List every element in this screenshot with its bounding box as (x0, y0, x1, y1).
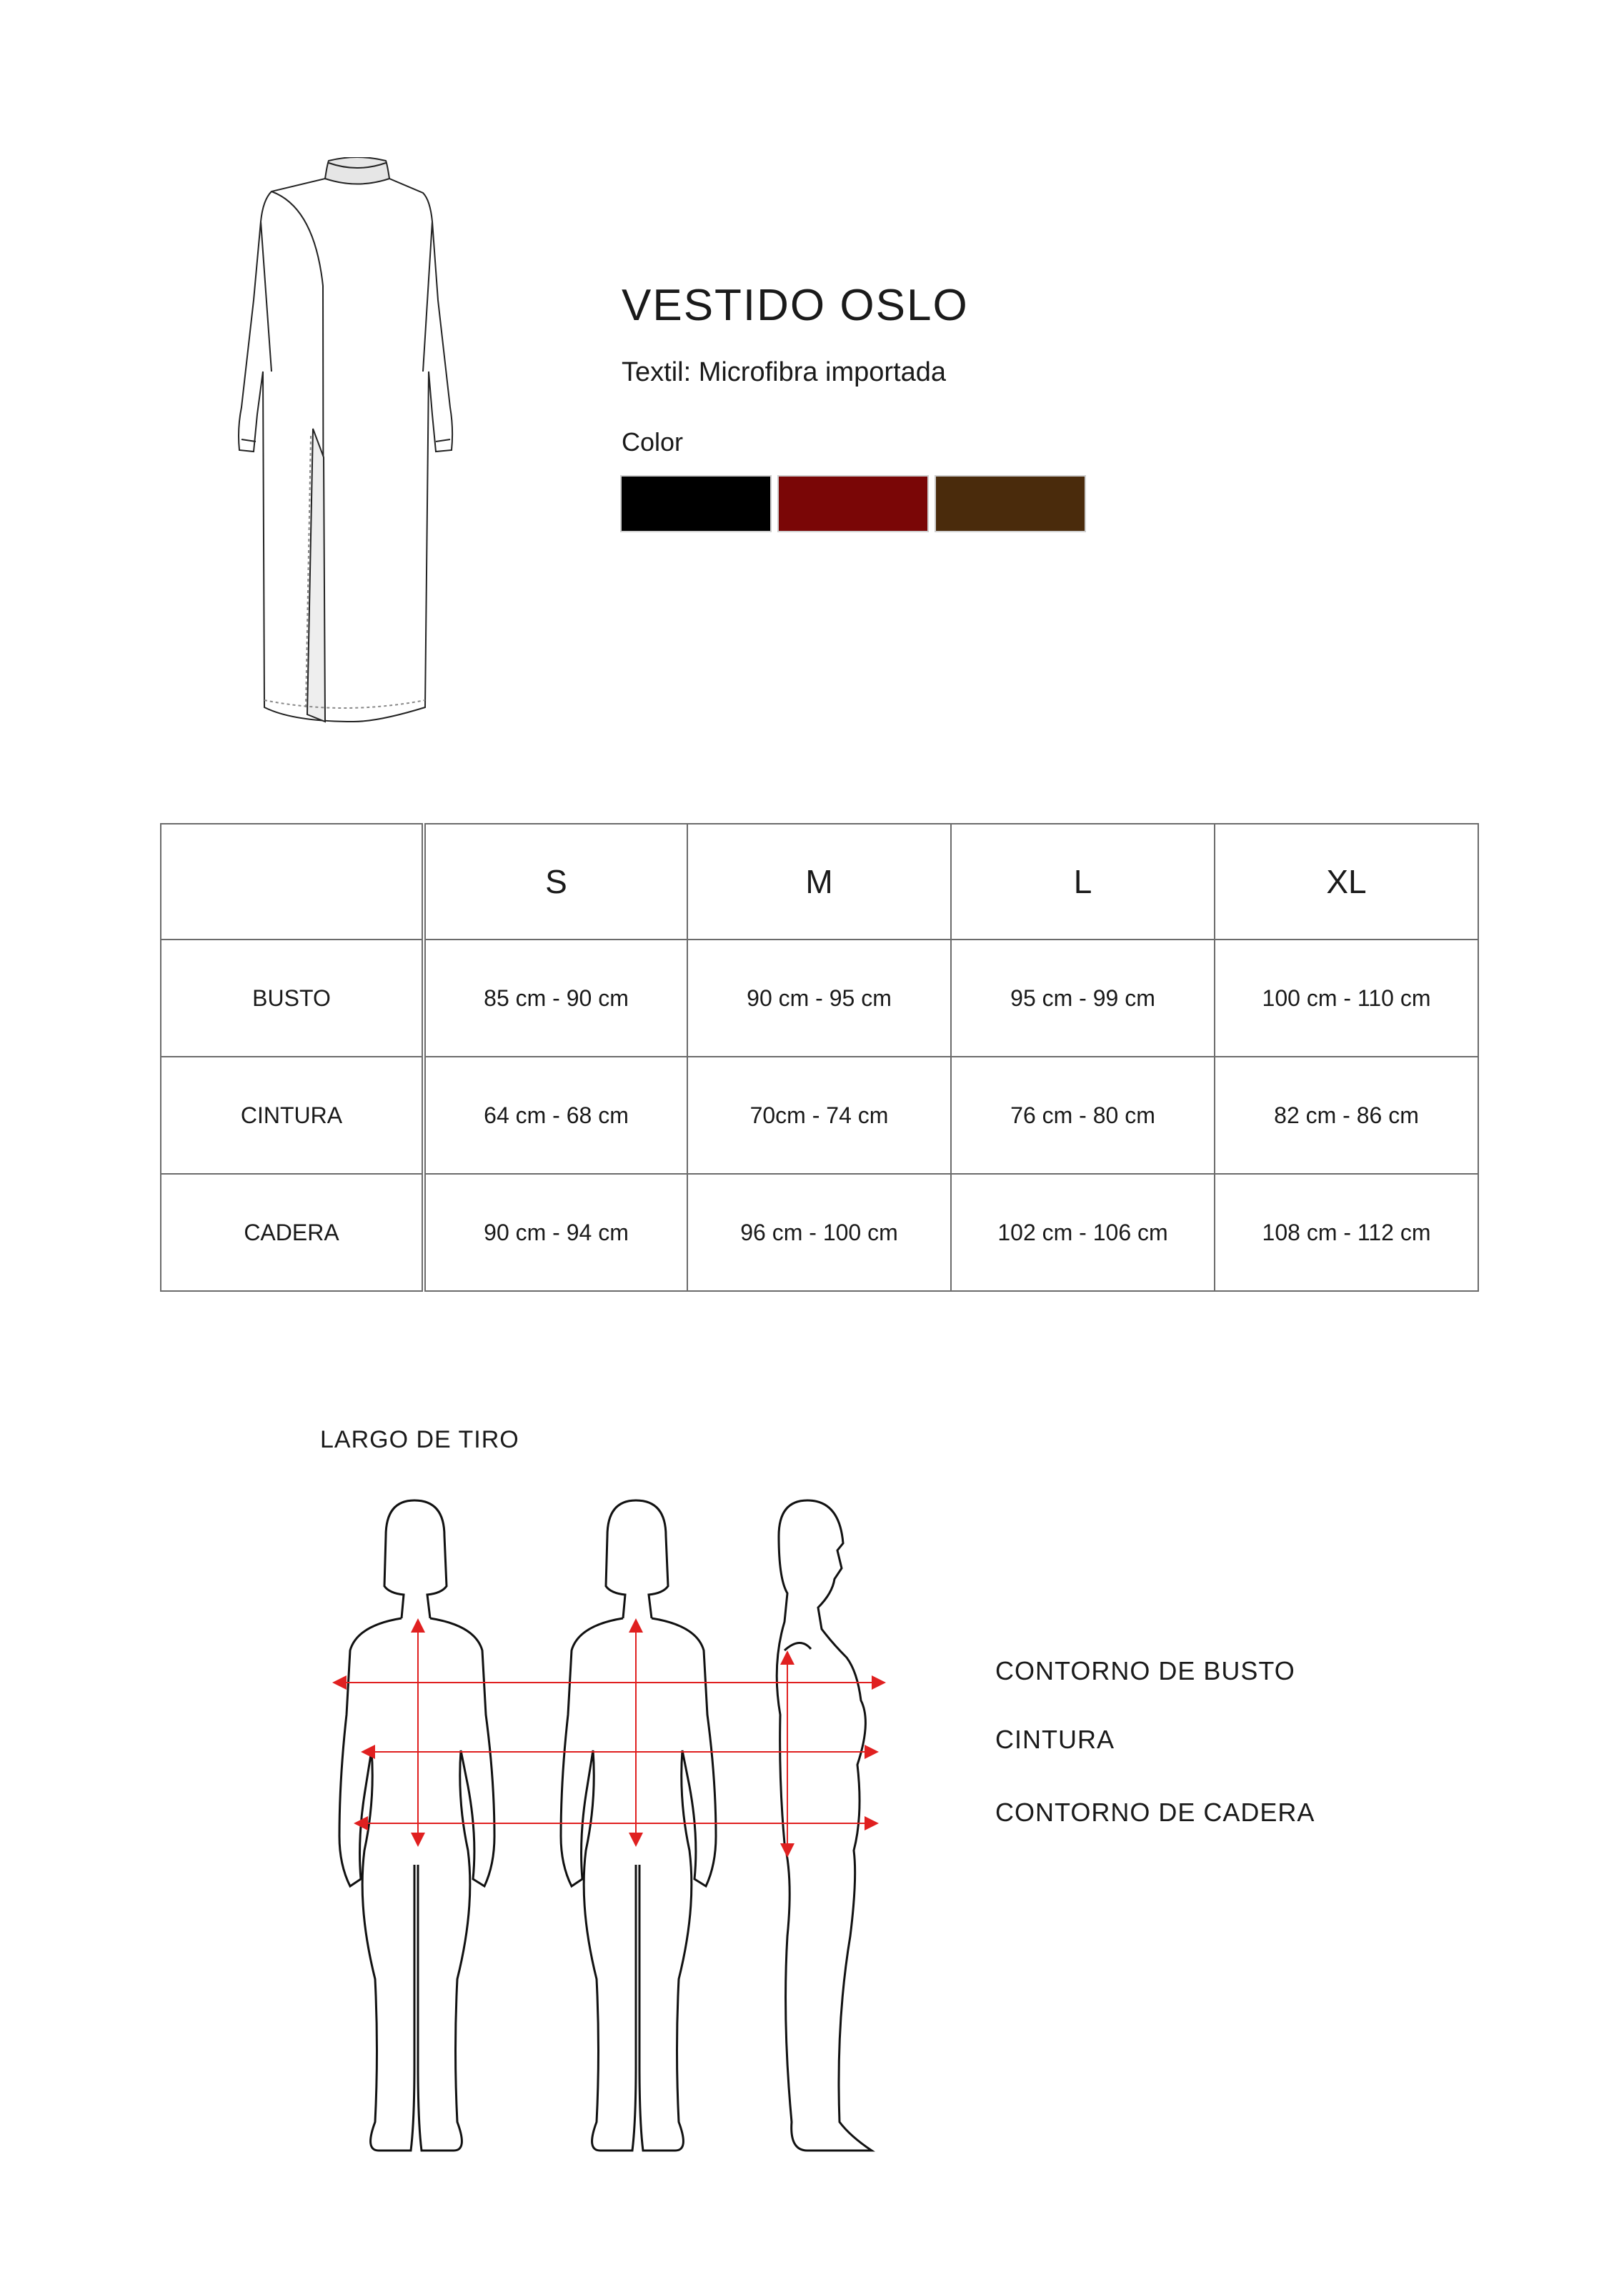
table-cell: 108 cm - 112 cm (1215, 1174, 1478, 1291)
table-cell: 90 cm - 94 cm (424, 1174, 687, 1291)
table-cell: 95 cm - 99 cm (951, 940, 1215, 1057)
table-cell: 76 cm - 80 cm (951, 1057, 1215, 1174)
header-cell-s: S (424, 824, 687, 940)
header-cell-empty (161, 824, 424, 940)
figure-front (561, 1500, 716, 2151)
figure-side (777, 1500, 872, 2151)
color-label: Color (622, 427, 684, 457)
figure-back (339, 1500, 494, 2151)
largo-de-tiro-label: LARGO DE TIRO (320, 1426, 519, 1453)
brown-swatch[interactable] (935, 475, 1086, 532)
row-label-cadera: CADERA (161, 1174, 424, 1291)
table-row (161, 1174, 1478, 1291)
table-cell: 102 cm - 106 cm (951, 1174, 1215, 1291)
row-label-cintura: CINTURA (161, 1057, 424, 1174)
table-cell: 100 cm - 110 cm (1215, 940, 1478, 1057)
dress-illustration (236, 157, 479, 743)
burgundy-swatch[interactable] (777, 475, 929, 532)
table-cell: 64 cm - 68 cm (424, 1057, 687, 1174)
table-header-row (161, 824, 1478, 940)
black-swatch[interactable] (620, 475, 772, 532)
table-cell: 70cm - 74 cm (687, 1057, 951, 1174)
table-row (161, 1057, 1478, 1174)
body-measurement-illustration (307, 1479, 950, 2193)
table-row (161, 940, 1478, 1057)
table-cell: 82 cm - 86 cm (1215, 1057, 1478, 1174)
size-table (160, 823, 1479, 1292)
textile-info: Textil: Microfibra importada (622, 357, 947, 387)
table-cell: 90 cm - 95 cm (687, 940, 951, 1057)
table-cell: 96 cm - 100 cm (687, 1174, 951, 1291)
measure-label-busto: CONTORNO DE BUSTO (995, 1656, 1295, 1685)
product-title: VESTIDO OSLO (622, 281, 969, 330)
measure-label-cadera: CONTORNO DE CADERA (995, 1798, 1315, 1827)
measure-label-cintura: CINTURA (995, 1725, 1115, 1754)
header-cell-m: M (687, 824, 951, 940)
row-label-busto: BUSTO (161, 940, 424, 1057)
header-cell-xl: XL (1215, 824, 1478, 940)
header-cell-l: L (951, 824, 1215, 940)
table-cell: 85 cm - 90 cm (424, 940, 687, 1057)
